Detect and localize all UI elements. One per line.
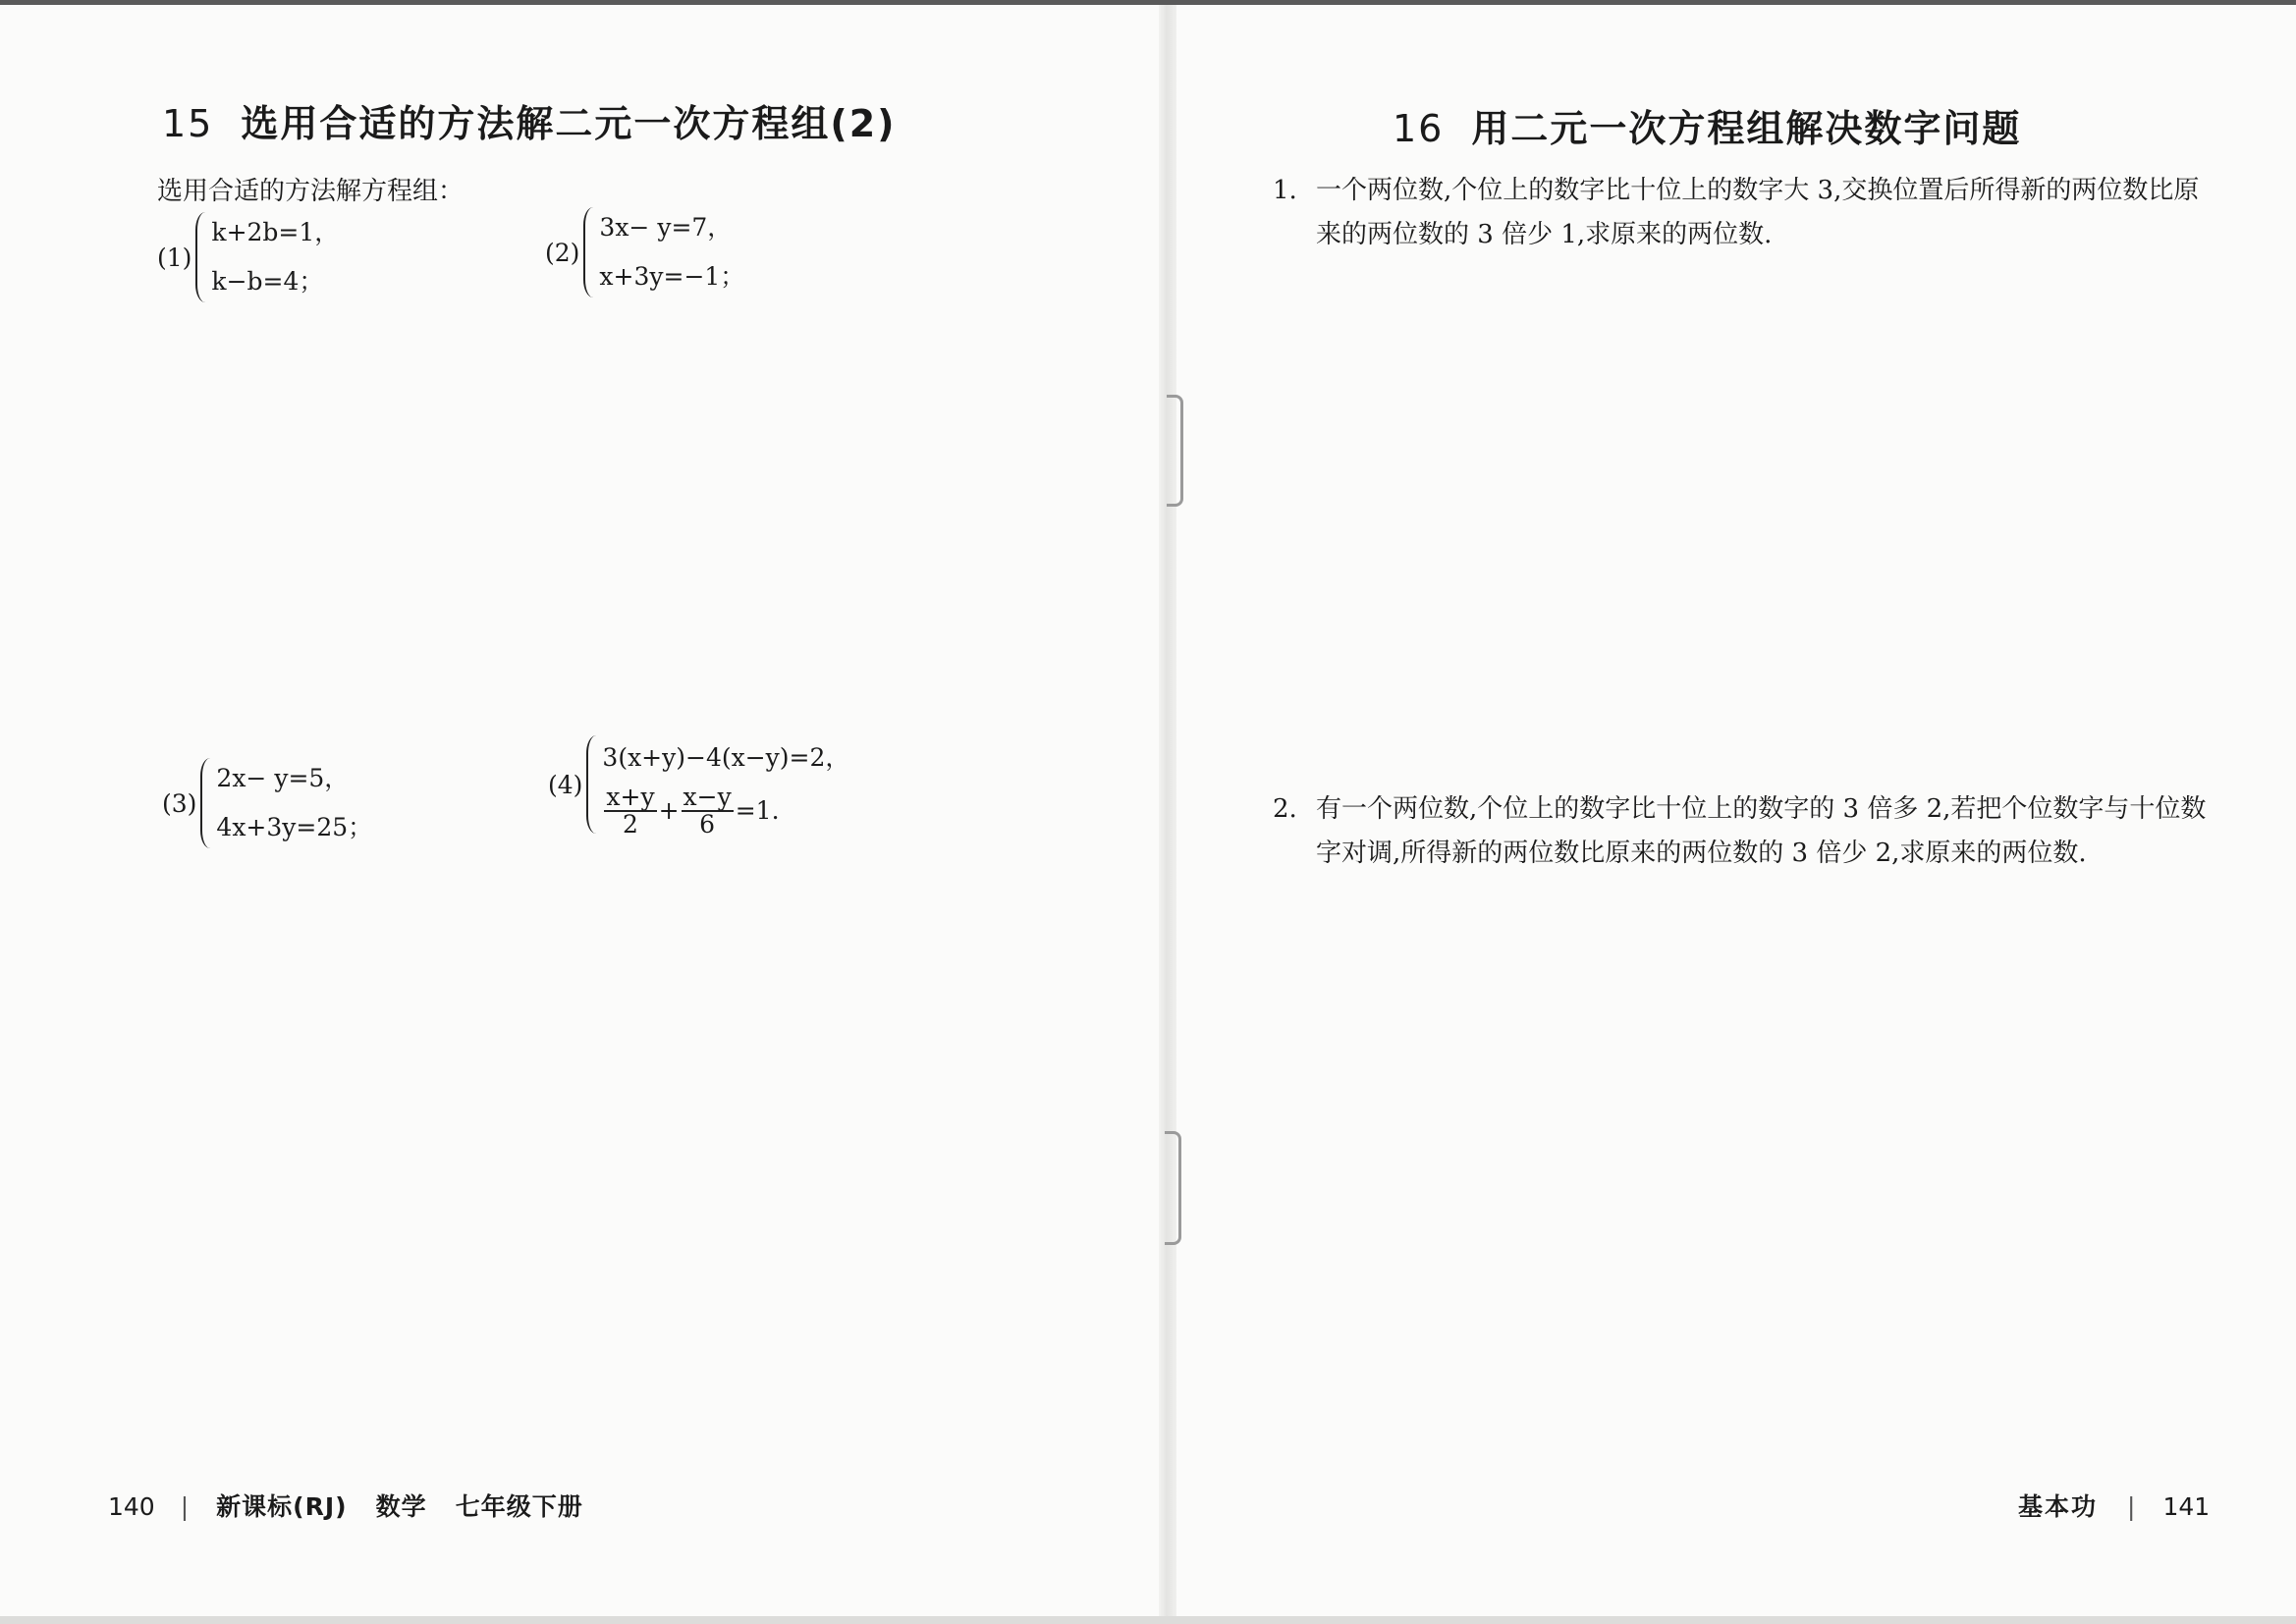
equation-system-1 bbox=[157, 208, 339, 306]
problem-number: 1. bbox=[1273, 176, 1297, 205]
equation: 2x− y=5， bbox=[216, 764, 350, 792]
problem-text: 有一个两位数,个位上的数字比十位上的数字的 3 倍多 2,若把个位数字与十位数字对调,所得新的两位数比原来的两位数的 3 倍少 2,求原来的两位数. bbox=[1316, 794, 2207, 868]
numerator: x+y bbox=[606, 783, 655, 811]
brace-icon bbox=[200, 758, 212, 848]
scan-top-edge bbox=[0, 0, 2296, 5]
footer-separator: | bbox=[180, 1492, 190, 1521]
denominator: 6 bbox=[699, 810, 716, 839]
system-label: (2) bbox=[545, 238, 580, 267]
book-gutter bbox=[1159, 0, 1176, 1624]
right-footer bbox=[2018, 1488, 2210, 1523]
brace-icon bbox=[195, 212, 207, 302]
equation-system-3 bbox=[162, 754, 372, 852]
equation: 3x− y=7， bbox=[599, 213, 733, 242]
instruction: 选用合适的方法解方程组： bbox=[157, 177, 465, 206]
equation: x+3y=−1； bbox=[599, 262, 745, 291]
brace-icon bbox=[586, 735, 598, 834]
right-title-number: 16 bbox=[1393, 107, 1445, 150]
right-page-title bbox=[1393, 98, 2021, 152]
staple-icon bbox=[1167, 395, 1183, 507]
equation: 4x+3y=25； bbox=[216, 813, 373, 841]
right-page-number: 141 bbox=[2162, 1492, 2211, 1521]
book-title: 新课标(RJ) 数学 七年级下册 bbox=[216, 1492, 583, 1521]
problem-1 bbox=[1273, 169, 2219, 257]
equation-system-2 bbox=[545, 203, 744, 301]
fraction bbox=[604, 785, 656, 838]
scan-bottom-edge bbox=[0, 1616, 2296, 1624]
right-title-text: 用二元一次方程组解决数字问题 bbox=[1471, 107, 2022, 150]
left-page-number: 140 bbox=[108, 1492, 155, 1521]
plus-sign: + bbox=[658, 796, 680, 825]
equation: k+2b=1， bbox=[211, 218, 340, 246]
problem-2 bbox=[1273, 787, 2219, 876]
equation: 3(x+y)−4(x−y)=2， bbox=[602, 743, 850, 772]
system-label: (4) bbox=[548, 770, 583, 799]
equation-system-4 bbox=[548, 731, 849, 838]
numerator: x−y bbox=[683, 783, 732, 811]
brace-icon bbox=[583, 207, 595, 298]
system-label: (3) bbox=[162, 788, 197, 818]
staple-icon bbox=[1165, 1131, 1181, 1245]
equation: k−b=4； bbox=[211, 267, 324, 296]
denominator: 2 bbox=[623, 810, 638, 839]
footer-separator: | bbox=[2127, 1492, 2136, 1521]
left-footer bbox=[108, 1488, 583, 1523]
problem-text: 一个两位数,个位上的数字比十位上的数字大 3,交换位置后所得新的两位数比原来的两位数的 3 倍少 1,求原来的两位数. bbox=[1316, 176, 2200, 249]
equation-rest: =1. bbox=[735, 796, 780, 825]
left-title-text: 选用合适的方法解二元一次方程组(2) bbox=[241, 102, 897, 145]
left-page-title bbox=[162, 93, 897, 147]
problem-number: 2. bbox=[1273, 794, 1297, 824]
system-label: (1) bbox=[157, 243, 192, 272]
fraction-equation bbox=[602, 785, 849, 838]
fraction bbox=[682, 785, 734, 838]
section-name: 基本功 bbox=[2018, 1492, 2099, 1521]
left-title-number: 15 bbox=[162, 102, 214, 145]
